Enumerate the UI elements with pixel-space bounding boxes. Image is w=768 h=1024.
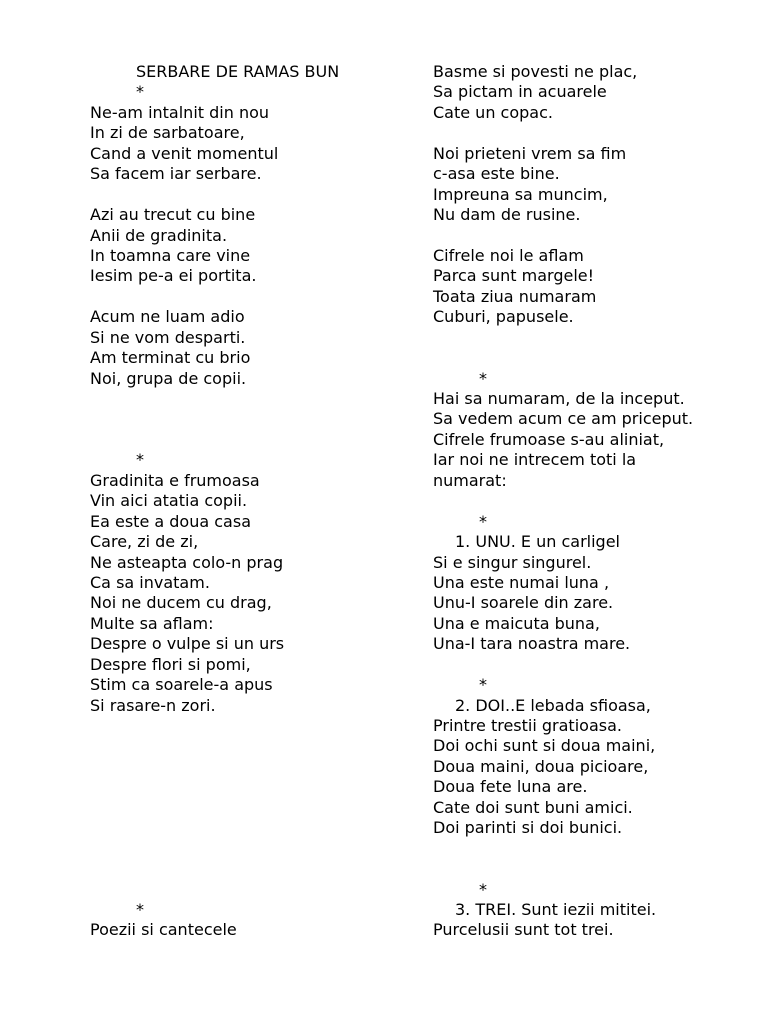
blank-line <box>90 409 420 429</box>
stanza-separator: * <box>479 879 487 899</box>
poem-line: Anii de gradinita. <box>90 225 228 245</box>
stanza-separator: * <box>479 511 487 531</box>
poem-line: Cate un copac. <box>433 102 553 122</box>
poem-line: Doua maini, doua picioare, <box>433 756 649 776</box>
poem-line: Una este numai luna , <box>433 572 610 592</box>
poem-line: Azi au trecut cu bine <box>90 205 256 225</box>
blank-line <box>90 736 420 756</box>
poem-line: Una e maicuta buna, <box>433 613 600 633</box>
poem-line: 1. UNU. E un carligel <box>455 532 620 552</box>
blank-line <box>90 185 420 205</box>
poem-line: Si rasare-n zori. <box>90 695 216 715</box>
poem-line: numarat: <box>433 470 507 490</box>
poem-line: Doi ochi sunt si doua maini, <box>433 736 656 756</box>
poem-line: Doua fete luna are. <box>433 777 588 797</box>
blank-line <box>90 716 420 736</box>
poem-line: Unu-I soarele din zare. <box>433 593 614 613</box>
blank-line <box>433 226 763 246</box>
poem-line: Iesim pe-a ei portita. <box>90 266 257 286</box>
poem-line: c-asa este bine. <box>433 164 560 184</box>
poem-line: Basme si povesti ne plac, <box>433 62 638 81</box>
poem-line: Hai sa numaram, de la inceput. <box>433 389 685 408</box>
poem-line: Ne-am intalnit din nou <box>90 102 270 122</box>
poem-line: Una-I tara noastra mare. <box>433 634 631 654</box>
poem-line: Ca sa invatam. <box>90 572 210 592</box>
poem-line: 2. DOI..E lebada sfioasa, <box>455 695 651 715</box>
poem-line: In zi de sarbatoare, <box>90 123 245 143</box>
blank-line <box>90 798 420 818</box>
poem-line: Noi ne ducem cu drag, <box>90 593 272 613</box>
blank-line <box>90 430 420 450</box>
poem-line: Poezii si cantecele <box>90 920 237 940</box>
poem-line: Cuburi, papusele. <box>433 307 574 327</box>
poem-line: Doi parinti si doi bunici. <box>433 818 623 838</box>
stanza-separator: * <box>136 899 144 919</box>
poem-line: Cifrele frumoase s-au aliniat, <box>433 429 665 449</box>
poem-line: Ea este a doua casa <box>90 511 251 531</box>
blank-line <box>433 491 763 511</box>
stanza-separator: * <box>479 368 487 388</box>
poem-line: 3. TREI. Sunt iezii mititei. <box>455 899 657 919</box>
poem-line: Printre trestii gratioasa. <box>433 716 622 735</box>
poem-line: Despre o vulpe si un urs <box>90 634 285 654</box>
blank-line <box>433 123 763 143</box>
stanza-separator: * <box>136 450 144 470</box>
poem-line: Toata ziua numaram <box>433 286 597 306</box>
poem-line: Care, zi de zi, <box>90 532 199 552</box>
blank-line <box>90 839 420 859</box>
blank-line <box>433 655 763 675</box>
poem-line: Cate doi sunt buni amici. <box>433 797 633 817</box>
stanza-separator: * <box>136 82 144 102</box>
poem-line: Cand a venit momentul <box>90 143 279 163</box>
poem-line: Ne asteapta colo-n prag <box>90 552 284 572</box>
poem-line: Despre flori si pomi, <box>90 654 251 674</box>
blank-line <box>433 328 763 348</box>
blank-line <box>433 348 763 368</box>
blank-line <box>433 839 763 859</box>
poem-line: Acum ne luam adio <box>90 307 245 327</box>
poem-line: Multe sa aflam: <box>90 613 214 633</box>
blank-line <box>90 777 420 797</box>
blank-line <box>90 757 420 777</box>
poem-line: Noi, grupa de copii. <box>90 368 247 388</box>
blank-line <box>90 859 420 879</box>
poem-line: Noi prieteni vrem sa fim <box>433 143 627 163</box>
poem-line: Sa vedem acum ce am priceput. <box>433 409 694 429</box>
blank-line <box>90 287 420 307</box>
poem-line: Stim ca soarele-a apus <box>90 675 273 695</box>
poem-line: Sa facem iar serbare. <box>90 164 262 184</box>
poem-line: Nu dam de rusine. <box>433 205 581 225</box>
poem-line: Cifrele noi le aflam <box>433 245 584 265</box>
poem-line: SERBARE DE RAMAS BUN <box>136 62 340 81</box>
poem-line: Vin aici atatia copii. <box>90 491 248 511</box>
blank-line <box>433 859 763 879</box>
blank-line <box>90 818 420 838</box>
blank-line <box>90 389 420 409</box>
poem-line: Purcelusii sunt tot trei. <box>433 920 614 940</box>
right-column <box>433 62 763 941</box>
poem-line: Impreuna sa muncim, <box>433 184 608 204</box>
poem-line: Gradinita e frumoasa <box>90 470 260 490</box>
poem-line: Am terminat cu brio <box>90 348 251 368</box>
poem-line: Iar noi ne intrecem toti la <box>433 450 637 470</box>
stanza-separator: * <box>479 675 487 695</box>
poem-line: Sa pictam in acuarele <box>433 82 607 102</box>
left-column <box>90 62 420 941</box>
poem-line: Si ne vom desparti. <box>90 327 246 347</box>
blank-line <box>90 880 420 900</box>
poem-line: In toamna care vine <box>90 245 251 265</box>
poem-line: Si e singur singurel. <box>433 552 592 572</box>
poem-line: Parca sunt margele! <box>433 266 595 286</box>
